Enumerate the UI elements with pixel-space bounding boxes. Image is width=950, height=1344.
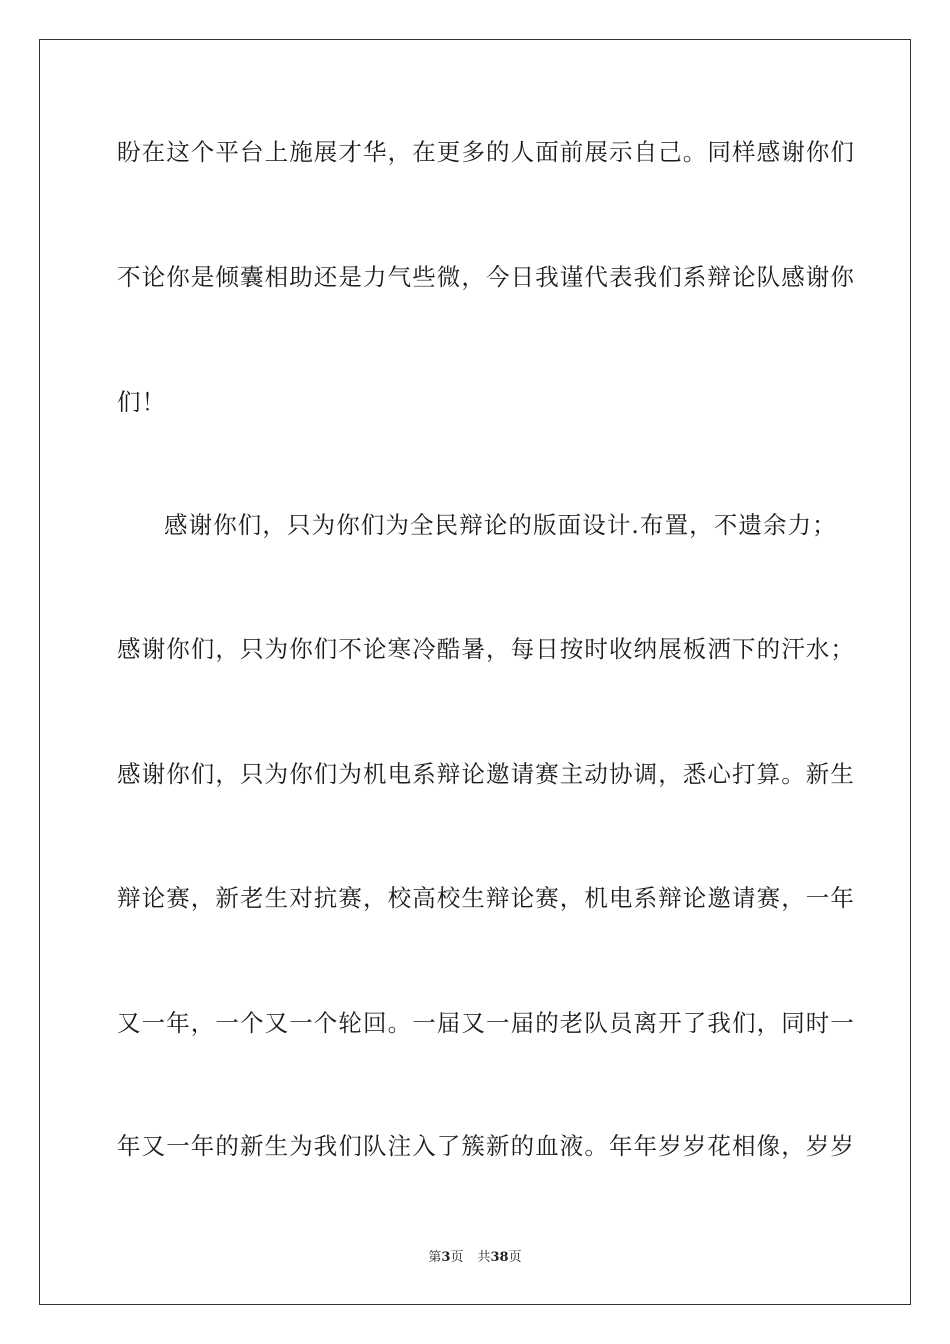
page-suffix: 页 [450, 1250, 464, 1265]
body-line-3: 们！ [117, 388, 167, 416]
page-prefix: 第 [428, 1250, 442, 1265]
page-number: 3 [441, 1250, 451, 1265]
body-line-2: 不论你是倾囊相助还是力气些微，今日我谨代表我们系辩论队感谢你 [117, 263, 855, 291]
body-line-1: 盼在这个平台上施展才华，在更多的人面前展示自己。同样感谢你们 [117, 138, 855, 166]
body-line-9: 年又一年的新生为我们队注入了簇新的血液。年年岁岁花相像，岁岁 [117, 1132, 855, 1160]
body-line-5: 感谢你们，只为你们不论寒冷酷暑，每日按时收纳展板洒下的汗水； [117, 635, 855, 663]
total-suffix: 页 [508, 1250, 522, 1265]
total-number: 38 [490, 1250, 509, 1265]
page-footer [0, 1250, 950, 1266]
body-line-4: 感谢你们，只为你们为全民辩论的版面设计.布置，不遗余力； [164, 511, 837, 539]
body-line-6: 感谢你们，只为你们为机电系辩论邀请赛主动协调，悉心打算。新生 [117, 760, 855, 788]
body-line-8: 又一年，一个又一个轮回。一届又一届的老队员离开了我们，同时一 [117, 1009, 855, 1037]
total-prefix: 共 [477, 1250, 491, 1265]
body-line-7: 辩论赛，新老生对抗赛，校高校生辩论赛，机电系辩论邀请赛，一年 [117, 884, 855, 912]
page-frame [39, 39, 911, 1305]
